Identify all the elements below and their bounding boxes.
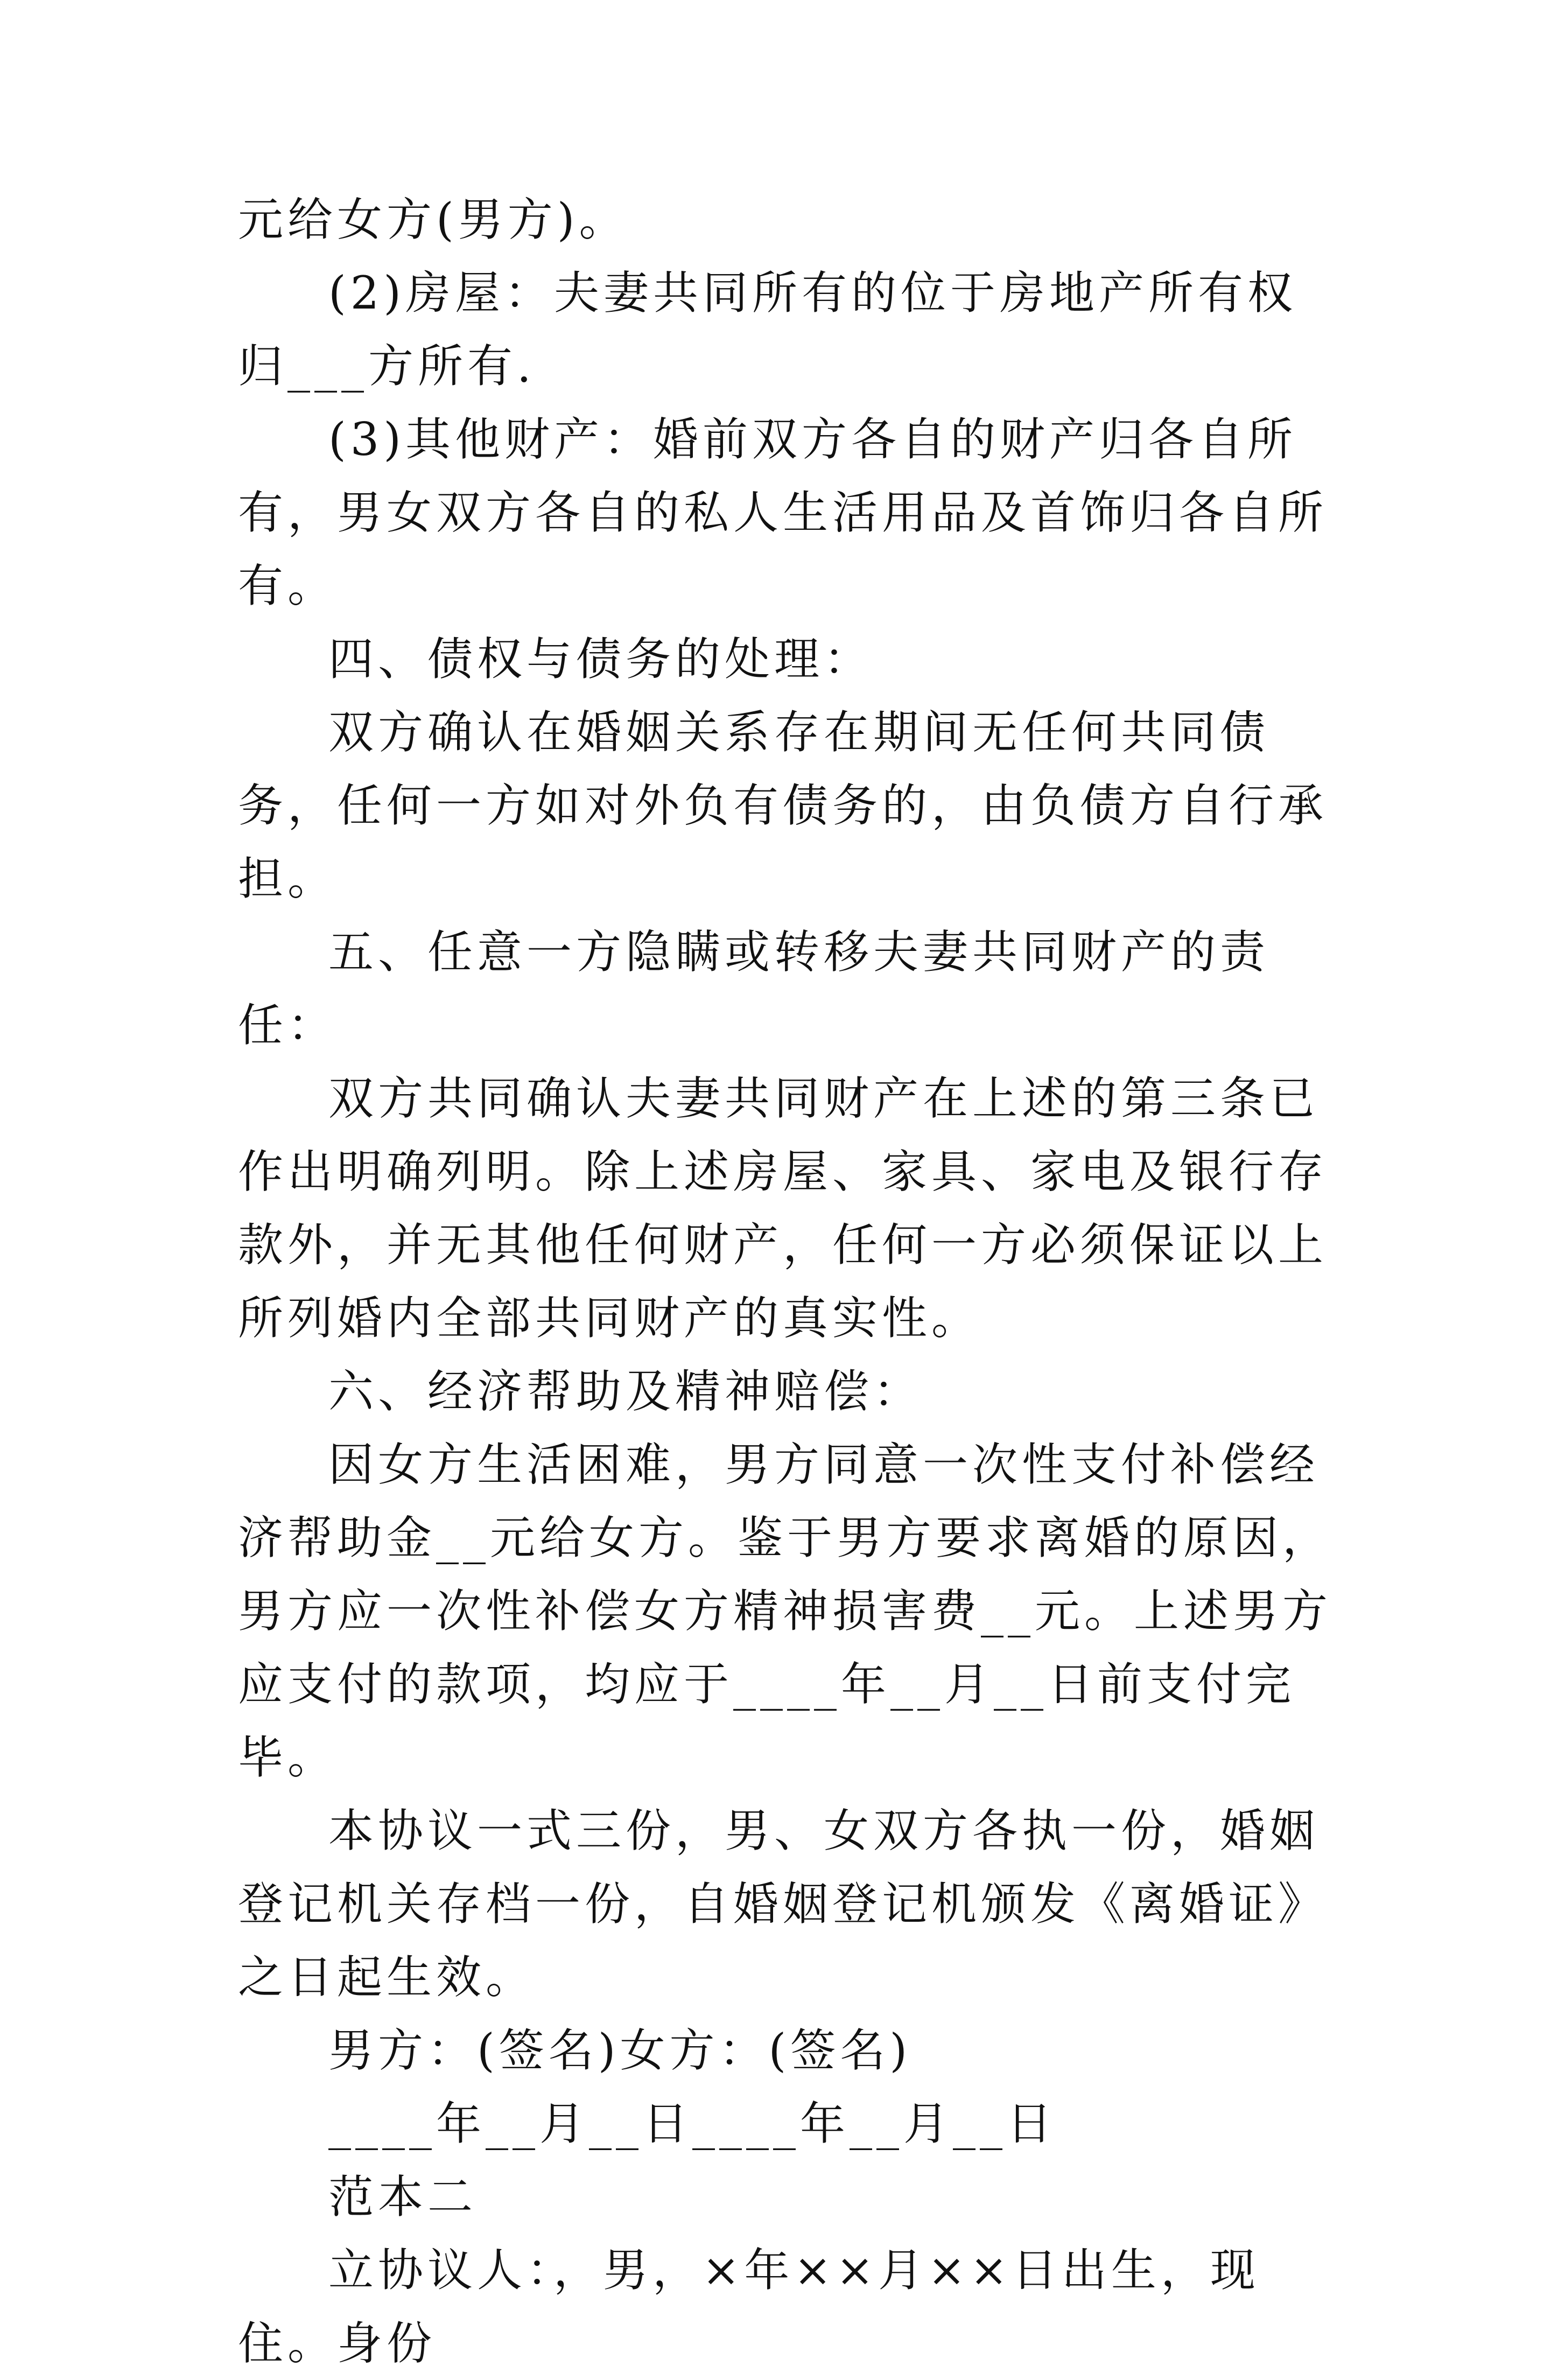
- paragraph-debts: 双方确认在婚姻关系存在期间无任何共同债务，任何一方如对外负有债务的，由负债方自行承担。: [238, 706, 1328, 905]
- document-body: [238, 183, 1336, 2380]
- paragraph-other-property: (3)其他财产：婚前双方各自的财产归各自所有，男女双方各自的私人生活用品及首饰归各自所有。: [238, 413, 1328, 612]
- paragraph-concealment: 双方共同确认夫妻共同财产在上述的第三条已作出明确列明。除上述房屋、家具、家电及银行存款外，并无其他任何财产，任何一方必须保证以上所列婚内全部共同财产的真实性。: [238, 1072, 1328, 1345]
- signature-line: 男方：(签名)女方：(签名): [328, 2024, 912, 2077]
- paragraph-copies: 本协议一式三份，男、女双方各执一份，婚姻登记机关存档一份，自婚姻登记机颁发《离婚证》之日起生效。: [238, 1804, 1328, 2004]
- paragraph-compensation: 因女方生活困难，男方同意一次性支付补偿经济帮助金__元给女方。鉴于男方要求离婚的原因，男方应一次性补偿女方精神损害费__元。上述男方应支付的款项，均应于____年__月__日前支付完毕。: [238, 1438, 1332, 1784]
- paragraph-continuation: 元给女方(男方)。: [238, 193, 629, 246]
- date-line: ____年__月__日____年__月__日: [328, 2097, 1057, 2150]
- paragraph-parties: 立协议人：，男，×年××月××日出生，现住。身份: [238, 2244, 1260, 2370]
- heading-compensation: 六、经济帮助及精神赔偿：: [328, 1365, 923, 1418]
- paragraph-house: (2)房屋：夫妻共同所有的位于房地产所有权归___方所有.: [238, 267, 1297, 393]
- heading-sample-two: 范本二: [328, 2171, 478, 2223]
- heading-concealment: 五、任意一方隐瞒或转移夫妻共同财产的责任：: [238, 926, 1270, 1052]
- heading-debts: 四、债权与债务的处理：: [328, 633, 874, 685]
